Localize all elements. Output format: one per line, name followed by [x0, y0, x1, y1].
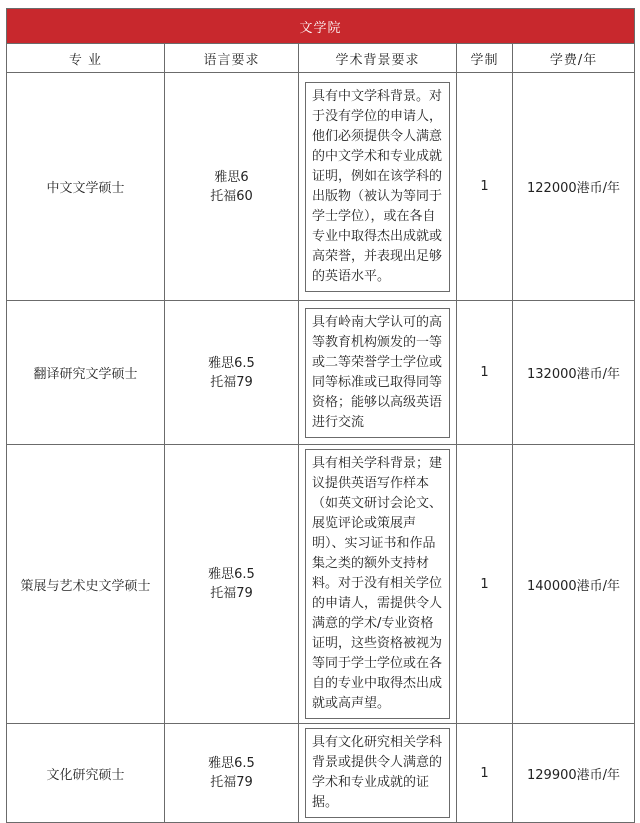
ielts-requirement: 雅思6.5 — [208, 355, 255, 371]
background-text: 具有文化研究相关学科背景或提供令人满意的学术和专业成就的证据。 — [305, 728, 450, 818]
language-cell — [165, 73, 299, 301]
header-fee: 学费/年 — [513, 44, 635, 73]
background-cell — [299, 73, 457, 301]
header-major: 专 业 — [7, 44, 165, 73]
duration-cell: 1 — [457, 724, 513, 823]
duration-cell: 1 — [457, 301, 513, 445]
major-cell: 翻译研究文学硕士 — [7, 301, 165, 445]
language-cell — [165, 445, 299, 724]
fee-cell: 132000港币/年 — [513, 301, 635, 445]
toefl-requirement: 托福79 — [210, 775, 253, 790]
header-duration: 学制 — [457, 44, 513, 73]
fee-cell: 129900港币/年 — [513, 724, 635, 823]
programs-table — [6, 8, 635, 823]
fee-cell: 140000港币/年 — [513, 445, 635, 724]
header-language: 语言要求 — [165, 44, 299, 73]
language-cell — [165, 724, 299, 823]
background-text: 具有相关学科背景；建议提供英语写作样本（如英文研讨会论文、展览评论或策展声明）、实习证书和作品集之类的额外支持材料。对于没有相关学位的申请人，需提供令人满意的学术/专业资格证明，这些资格被视为等同于学士学位或在各自的专业中取得杰出成就或高声望。 — [305, 449, 450, 719]
ielts-requirement: 雅思6.5 — [208, 756, 255, 771]
duration-cell: 1 — [457, 73, 513, 301]
header-background: 学术背景要求 — [299, 44, 457, 73]
fee-cell: 122000港币/年 — [513, 73, 635, 301]
background-cell — [299, 301, 457, 445]
background-text: 具有中文学科背景。对于没有学位的申请人，他们必须提供令人满意的中文学术和专业成就证明，例如在该学科的出版物（被认为等同于学士学位），或在各自专业中取得杰出成就或高荣誉，并表现出足够的英语水平。 — [305, 82, 450, 292]
major-cell: 文化研究硕士 — [7, 724, 165, 823]
table-row — [7, 301, 635, 445]
background-cell — [299, 724, 457, 823]
ielts-requirement: 雅思6.5 — [208, 567, 255, 582]
table-row — [7, 445, 635, 724]
table-title: 文学院 — [7, 9, 635, 44]
toefl-requirement: 托福60 — [210, 188, 253, 204]
duration-cell: 1 — [457, 445, 513, 724]
language-cell — [165, 301, 299, 445]
background-text: 具有岭南大学认可的高等教育机构颁发的一等或二等荣誉学士学位或同等标准或已取得同等资格；能够以高级英语进行交流 — [305, 308, 450, 438]
ielts-requirement: 雅思6 — [214, 169, 249, 185]
major-cell: 中文文学硕士 — [7, 73, 165, 301]
background-cell — [299, 445, 457, 724]
major-cell: 策展与艺术史文学硕士 — [7, 445, 165, 724]
table-row — [7, 73, 635, 301]
table-row — [7, 724, 635, 823]
toefl-requirement: 托福79 — [210, 586, 253, 601]
toefl-requirement: 托福79 — [210, 374, 253, 390]
